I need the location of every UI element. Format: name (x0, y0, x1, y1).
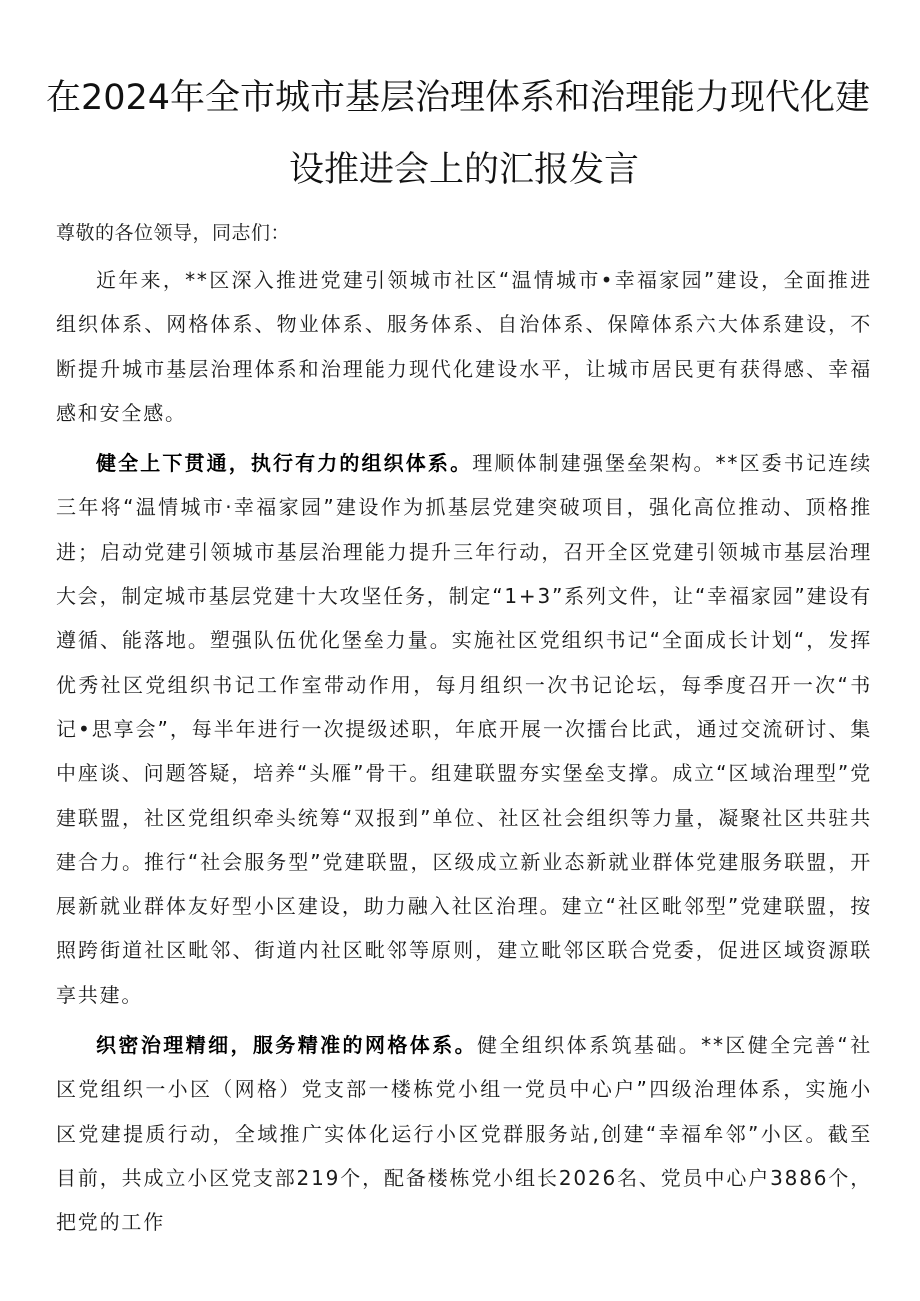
organization-system-paragraph (56, 441, 872, 1017)
organization-system-heading: 健全上下贯通，执行有力的组织体系。 (96, 451, 473, 476)
intro-paragraph-text: 近年来，**区深入推进党建引领城市社区“温情城市•幸福家园”建设，全面推进组织体系、网格体系、物业体系、服务体系、自治体系、保障体系六大体系建设，不断提升城市基层治理体系和治理能力现代化建设水平，让城市居民更有获得感、幸福感和安全感。 (56, 268, 872, 425)
title-line-1: 在2024年全市城市基层治理体系和治理能力现代化建 (45, 78, 871, 118)
grid-system-paragraph (56, 1023, 872, 1244)
document-title (45, 0, 872, 206)
organization-system-text: 理顺体制建强堡垒架构。**区委书记连续三年将“温情城市·幸福家园”建设作为抓基层党建突破项目，强化高位推动、顶格推进；启动党建引领城市基层治理能力提升三年行动，召开全区党建引领城市基层治理大会，制定城市基层党建十大攻坚任务，制定“1+3”系列文件，让“幸福家园”建设有遵循、能落地。塑强队伍优化堡垒力量。实施社区党组织书记“全面成长计划“，发挥优秀社区党组织书记工作室带动作用，每月组织一次书记论坛，每季度召开一次“书记•思享会”，每半年进行一次提级述职，年底开展一次擂台比武，通过交流研讨、集中座谈、问题答疑，培养“头雁”骨干。组建联盟夯实堡垒支撑。成立“区域治理型”党建联盟，社区党组织牵头统筹“双报到”单位、社区社会组织等力量，凝聚社区共驻共建合力。推行“社会服务型”党建联盟，区级成立新业态新就业群体党建服务联盟，开展新就业群体友好型小区建设，助力融入社区治理。建立“社区毗邻型”党建联盟，按照跨街道社区毗邻、街道内社区毗邻等原则，建立毗邻区联合党委，促进区域资源联享共建。 (56, 451, 872, 1007)
grid-system-text: 健全组织体系筑基础。**区健全完善“社区党组织一小区（网格）党支部一楼栋党小组一党员中心户”四级治理体系，实施小区党建提质行动，全域推广实体化运行小区党群服务站,创建“幸福牟邻”小区。截至目前，共成立小区党支部219个，配备楼栋党小组长2026名、党员中心户3886个，把党的工作 (56, 1033, 872, 1235)
grid-system-heading: 织密治理精细，服务精准的网格体系。 (96, 1033, 478, 1058)
salutation: 尊敬的各位领导，同志们： (56, 222, 291, 244)
intro-paragraph (56, 258, 872, 435)
title-line-2: 设推进会上的汇报发言 (288, 150, 639, 190)
